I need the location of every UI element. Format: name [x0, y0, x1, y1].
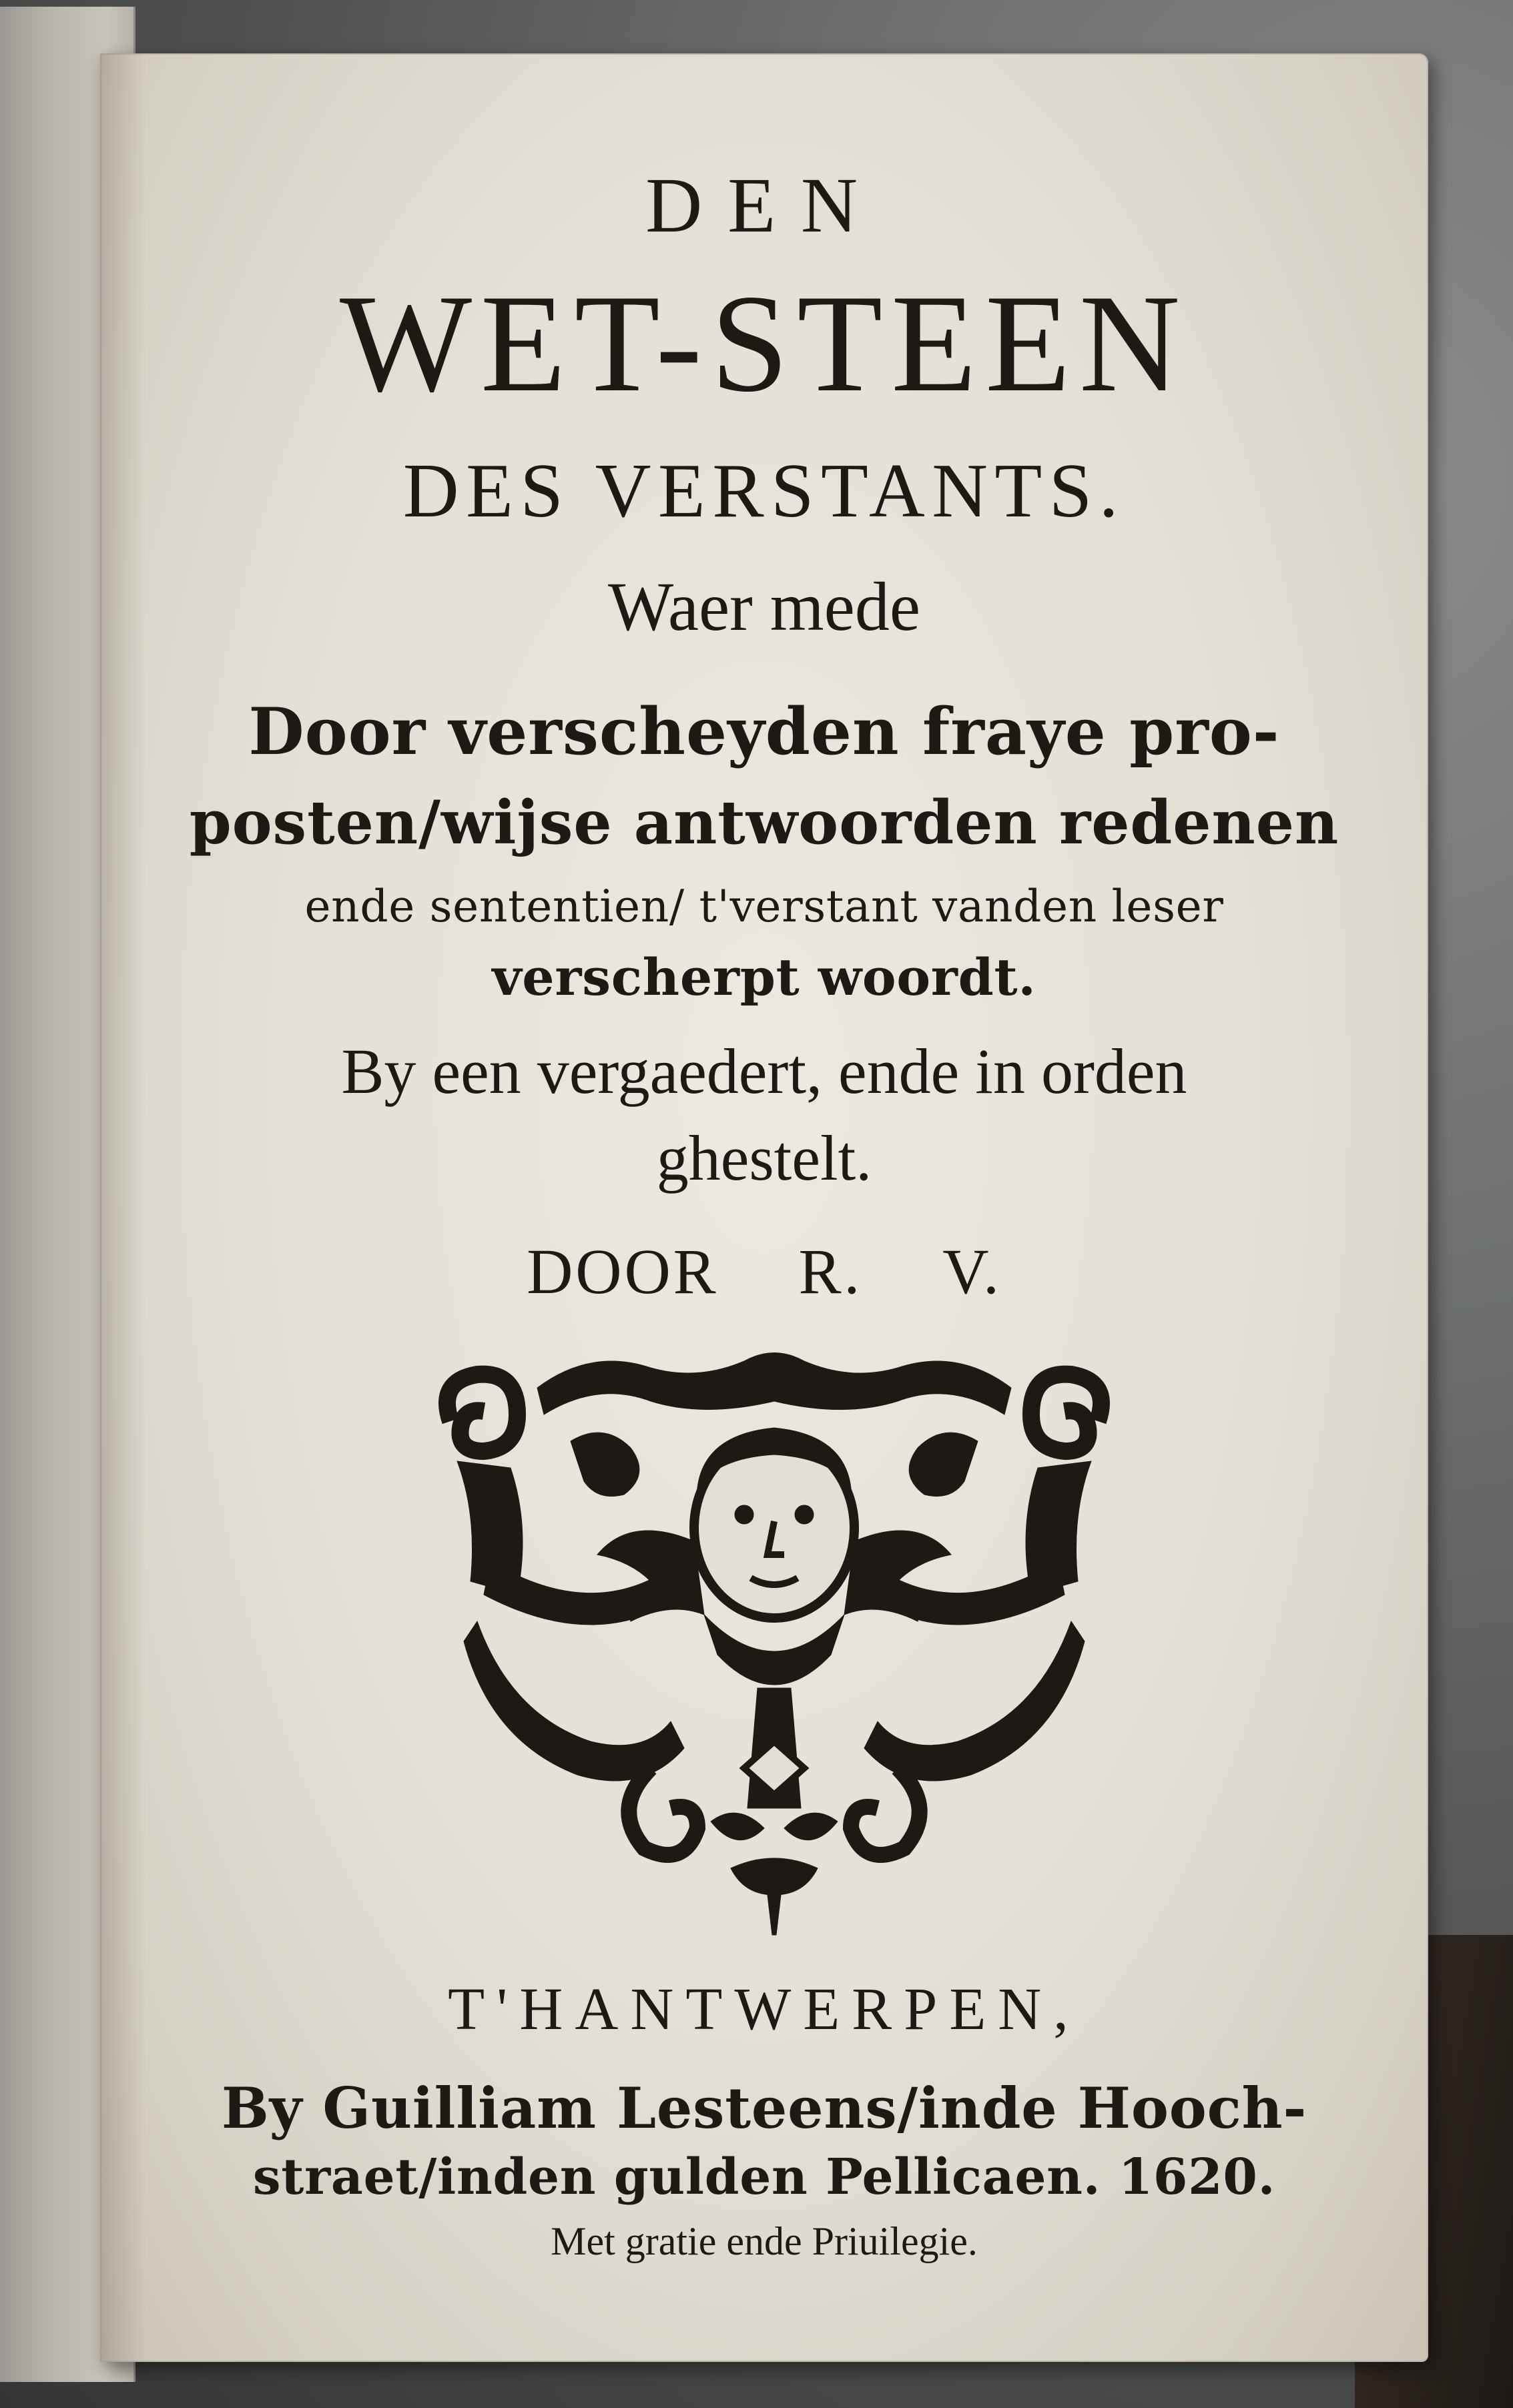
- cherub-head-woodcut-icon: [430, 1341, 1118, 1942]
- compiled-line-2: ghestelt.: [656, 1122, 872, 1194]
- imprint-city: T'HANTWERPEN,: [448, 1976, 1081, 2042]
- imprint-privilege: Met gratie ende Priuilegie.: [551, 2219, 978, 2263]
- subtitle-waer-mede: Waer mede: [608, 568, 920, 645]
- title-page: [100, 53, 1428, 2362]
- compiled-line-1: By een vergaedert, ende in orden: [341, 1036, 1187, 1107]
- imprint-address: straet/inden gulden Pellicaen. 1620.: [252, 2148, 1276, 2206]
- description-line-4: verscherpt woordt.: [492, 947, 1036, 1007]
- title-des-verstants: DES VERSTANTS.: [402, 448, 1126, 534]
- imprint-printer: By Guilliam Lesteens/inde Hooch-: [221, 2075, 1307, 2141]
- description-line-1: Door verscheyden fraye pro-: [248, 694, 1280, 769]
- title-den: DEN: [645, 161, 883, 249]
- title-wet-steen: WET-STEEN: [339, 266, 1189, 421]
- description-line-2: posten/wijse antwoorden redenen: [189, 787, 1339, 858]
- author-line: [100, 1234, 1428, 1308]
- author-initial-r: R.: [798, 1236, 863, 1307]
- description-line-3: ende sententien/ t'verstant vanden leser: [304, 881, 1224, 932]
- author-label: DOOR: [527, 1236, 719, 1307]
- author-initial-v: V.: [942, 1236, 1002, 1307]
